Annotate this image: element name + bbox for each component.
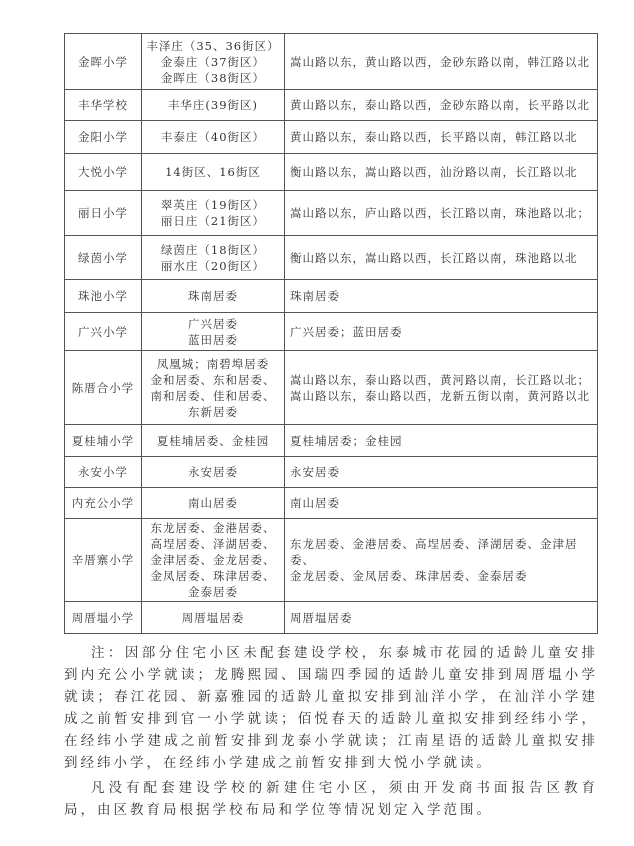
- range-cell-line: 南山居委: [290, 496, 340, 510]
- area-cell-line: 丽日庄（21街区）: [160, 214, 266, 228]
- range-cell-line: 珠南居委: [290, 289, 340, 303]
- table-row: [65, 280, 598, 313]
- range-cell-line: 嵩山路以东，泰山路以西，黄河路以南，长江路以北；: [290, 372, 590, 387]
- area-cell: [142, 280, 285, 313]
- range-cell: [285, 488, 598, 519]
- table-row: [65, 519, 598, 602]
- range-cell: [285, 280, 598, 313]
- area-cell-line: 金津居委、金龙居委、: [150, 553, 276, 567]
- table-row: [65, 90, 598, 121]
- area-cell-line: 东龙居委、金港居委、: [150, 521, 276, 535]
- range-cell: [285, 425, 598, 457]
- table-row: [65, 34, 598, 90]
- area-cell: [142, 488, 285, 519]
- area-cell-line: 丰泽庄（35、36街区）: [146, 38, 280, 53]
- range-cell: [285, 519, 598, 602]
- range-cell-line: 永安居委: [290, 465, 340, 479]
- area-cell: [142, 121, 285, 154]
- area-cell: [142, 313, 285, 351]
- school-name-cell: 绿茵小学: [65, 236, 142, 280]
- range-cell-line: 东龙居委、金港居委、高埕居委、泽湖居委、金津居委、: [290, 537, 578, 567]
- area-cell: [142, 34, 285, 90]
- area-cell-line: 南山居委: [188, 496, 238, 510]
- range-cell: [285, 191, 598, 236]
- school-name-cell: 内充公小学: [65, 488, 142, 519]
- range-cell-line: 衡山路以东，嵩山路以西，汕汾路以南，长江路以北: [290, 165, 578, 179]
- area-cell-line: 金和居委、东和居委、: [150, 372, 276, 387]
- range-cell-line: 黄山路以东，泰山路以西，长平路以南，韩江路以北: [290, 130, 578, 144]
- range-cell-line: 嵩山路以东，泰山路以西，龙新五街以南，黄河路以北: [290, 388, 590, 403]
- area-cell-line: 翠英庄（19街区）: [160, 198, 266, 212]
- area-cell-line: 绿茵庄（18街区）: [160, 242, 266, 257]
- area-cell-line: 14街区、16街区: [165, 165, 261, 179]
- table-row: [65, 121, 598, 154]
- notes-section: [64, 642, 598, 821]
- range-cell: [285, 154, 598, 191]
- range-cell-line: 黄山路以东，泰山路以西，金砂东路以南，长平路以北: [290, 98, 590, 112]
- table-row: [65, 457, 598, 488]
- area-cell-line: 永安居委: [188, 465, 238, 479]
- range-cell-line: 衡山路以东，嵩山路以西，长江路以南，珠池路以北: [290, 250, 578, 265]
- range-cell-line: 广兴居委；蓝田居委: [290, 324, 403, 339]
- school-name-cell: 丰华学校: [65, 90, 142, 121]
- table-row: [65, 313, 598, 351]
- school-name-cell: 周厝塭小学: [65, 602, 142, 634]
- range-cell: [285, 34, 598, 90]
- range-cell-line: 嵩山路以东，黄山路以西，金砂东路以南，韩江路以北: [290, 54, 590, 69]
- area-cell-line: 金泰庄（37街区）: [160, 54, 266, 69]
- area-cell-line: 金泰居委: [188, 585, 238, 599]
- table-row: [65, 351, 598, 425]
- area-cell-line: 东新居委: [188, 404, 238, 419]
- area-cell: [142, 425, 285, 457]
- area-cell-line: 高埕居委、泽湖居委、: [150, 537, 276, 551]
- range-cell: [285, 602, 598, 634]
- note-paragraph: 凡没有配套建设学校的新建住宅小区，须由开发商书面报告区教育局，由区教育局根据学校布局和学位等情况划定入学范围。: [64, 780, 598, 818]
- school-name-cell: 永安小学: [65, 457, 142, 488]
- range-cell: [285, 457, 598, 488]
- table-row: [65, 602, 598, 634]
- range-cell-line: 金龙居委、金凤居委、珠津居委、金泰居委: [290, 569, 528, 583]
- area-cell-line: 广兴居委: [188, 316, 238, 331]
- range-cell-line: 周厝塭居委: [290, 610, 353, 625]
- range-cell: [285, 351, 598, 425]
- area-cell-line: 凤凰城；南碧埠居委: [156, 356, 270, 371]
- area-cell: [142, 90, 285, 121]
- area-cell: [142, 236, 285, 280]
- area-cell: [142, 351, 285, 425]
- area-cell-line: 丰泰庄（40街区）: [160, 130, 266, 144]
- school-name-cell: 大悦小学: [65, 154, 142, 191]
- range-cell: [285, 90, 598, 121]
- area-cell: [142, 519, 285, 602]
- area-cell-line: 珠南居委: [188, 289, 238, 303]
- range-cell: [285, 236, 598, 280]
- range-cell: [285, 313, 598, 351]
- table-row: [65, 154, 598, 191]
- area-cell: [142, 191, 285, 236]
- school-district-table: [64, 33, 598, 634]
- area-cell-line: 蓝田居委: [188, 332, 238, 347]
- school-name-cell: 夏桂埔小学: [65, 425, 142, 457]
- range-cell: [285, 121, 598, 154]
- area-cell-line: 丰华庄(39街区): [167, 98, 259, 112]
- table-row: [65, 236, 598, 280]
- area-cell-line: 周厝塭居委: [181, 610, 245, 625]
- school-name-cell: 珠池小学: [65, 280, 142, 313]
- school-name-cell: 辛厝寨小学: [65, 519, 142, 602]
- school-name-cell: 金晖小学: [65, 34, 142, 90]
- area-cell: [142, 154, 285, 191]
- range-cell-line: 夏桂埔居委；金桂园: [290, 433, 403, 448]
- area-cell-line: 丽水庄（20街区）: [160, 258, 266, 273]
- range-cell-line: 嵩山路以东，庐山路以西，长江路以南，珠池路以北；: [290, 206, 590, 220]
- table-row: [65, 488, 598, 519]
- school-name-cell: 金阳小学: [65, 121, 142, 154]
- area-cell-line: 南和居委、佳和居委、: [150, 388, 276, 403]
- school-name-cell: 广兴小学: [65, 313, 142, 351]
- area-cell-line: 夏桂埔居委、金桂园: [156, 433, 270, 448]
- area-cell: [142, 457, 285, 488]
- area-cell: [142, 602, 285, 634]
- school-name-cell: 陈厝合小学: [65, 351, 142, 425]
- area-cell-line: 金凤居委、珠津居委、: [150, 569, 276, 583]
- note-paragraph: 注：因部分住宅小区未配套建设学校，东泰城市花园的适龄儿童安排到内充公小学就读；龙腾熙园、国瑞四季园的适龄儿童安排到周厝塭小学就读；春江花园、新嘉雅园的适龄儿童拟安排到汕洋小学，在汕洋小学建成之前暂安排到官一小学就读；佰悦春天的适龄儿童拟安排到经纬小学，在经纬小学建成之前暂安排到龙泰小学就读；江南星语的适龄儿童拟安排到经纬小学，在经纬小学建成之前暂安排到大悦小学就读。: [64, 645, 598, 771]
- table-row: [65, 191, 598, 236]
- area-cell-line: 金晖庄（38街区）: [160, 70, 266, 85]
- table-row: [65, 425, 598, 457]
- school-name-cell: 丽日小学: [65, 191, 142, 236]
